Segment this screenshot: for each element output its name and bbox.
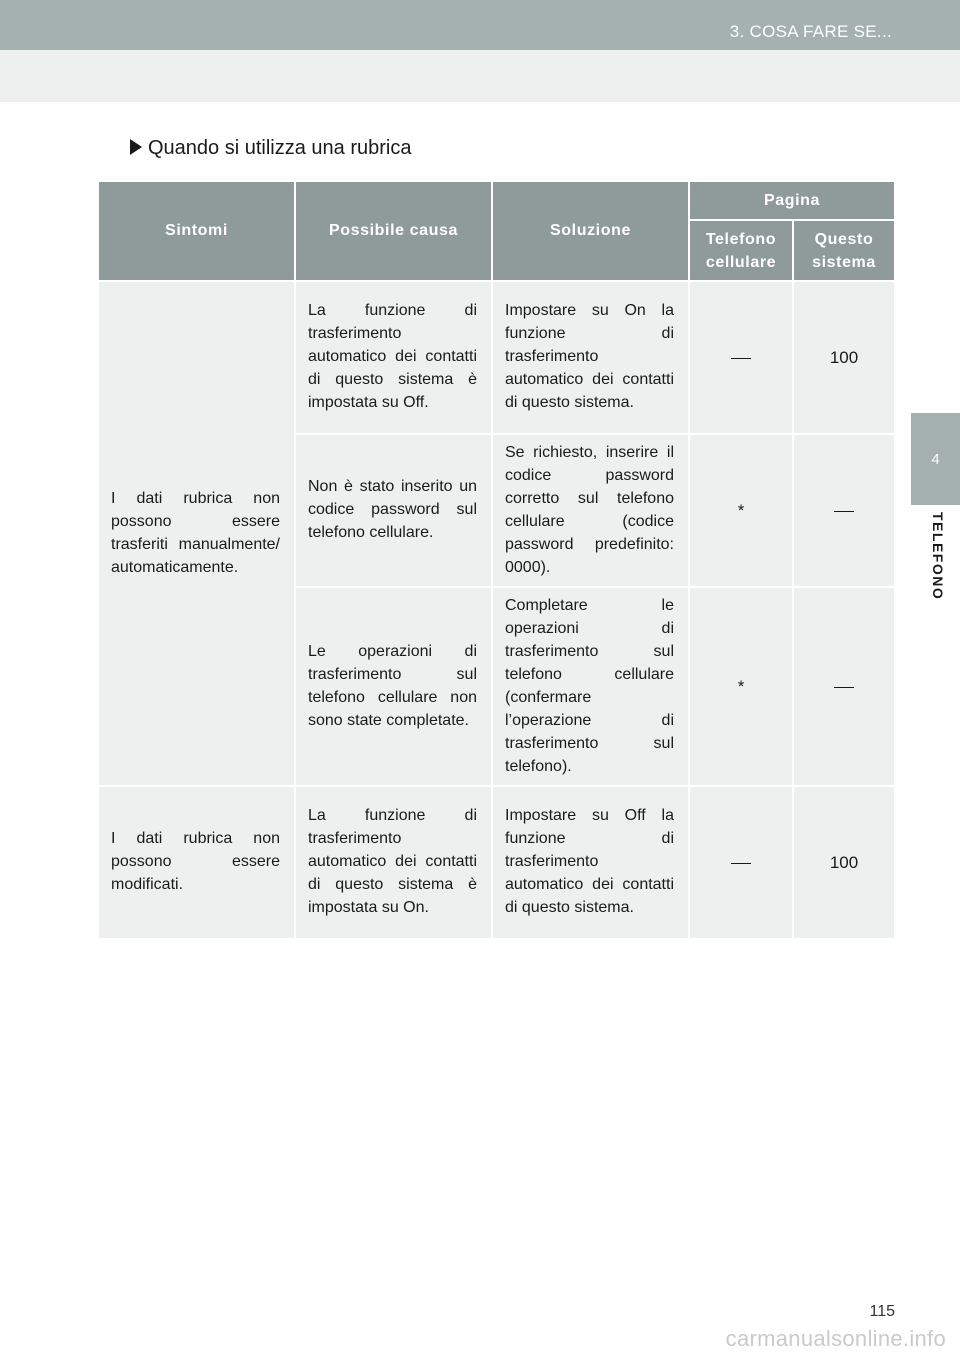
system-page-cell bbox=[793, 587, 895, 786]
chapter-tab-number: 4 bbox=[911, 413, 960, 505]
solution-cell: Impostare su Off la funzione di trasferimento automatico dei contatti di questo sistema. bbox=[492, 786, 689, 939]
troubleshooting-table bbox=[97, 180, 896, 940]
table-row bbox=[98, 786, 895, 939]
table-row bbox=[98, 281, 895, 434]
system-page-cell: 100 bbox=[793, 281, 895, 434]
symptom-cell: I dati rubrica non possono essere modificati. bbox=[98, 786, 295, 939]
solution-cell: Se richiesto, inserire il codice password corretto sul telefono cellulare (codice password predefinito: 0000). bbox=[492, 434, 689, 587]
page-number: 115 bbox=[869, 1303, 895, 1320]
header-causa: Possibile causa bbox=[295, 181, 492, 281]
section-heading-text: Quando si utilizza una rubrica bbox=[148, 137, 412, 159]
dash-mark bbox=[834, 687, 854, 688]
cause-cell: La funzione di trasferimento automatico dei contatti di questo sistema è impostata su On. bbox=[295, 786, 492, 939]
section-heading bbox=[130, 137, 411, 160]
system-page-cell bbox=[793, 434, 895, 587]
phone-page-cell: * bbox=[689, 587, 793, 786]
triangle-bullet-icon bbox=[130, 139, 142, 155]
header-soluzione: Soluzione bbox=[492, 181, 689, 281]
header-pagina: Pagina bbox=[689, 181, 895, 220]
symptom-cell: I dati rubrica non possono essere trasferiti manualmente/ automaticamente. bbox=[98, 281, 295, 786]
watermark: carmanualsonline.info bbox=[725, 1326, 946, 1351]
chapter-tab-label: TELEFONO bbox=[930, 512, 946, 601]
cause-cell: Le operazioni di trasferimento sul telefono cellulare non sono state completate. bbox=[295, 587, 492, 786]
phone-page-cell: * bbox=[689, 434, 793, 587]
solution-cell: Completare le operazioni di trasferimento sul telefono cellulare (confermare l’operazione di trasferimento sul telefono). bbox=[492, 587, 689, 786]
chapter-title: 3. COSA FARE SE... bbox=[729, 22, 892, 41]
system-page-cell: 100 bbox=[793, 786, 895, 939]
cause-cell: La funzione di trasferimento automatico dei contatti di questo sistema è impostata su Off. bbox=[295, 281, 492, 434]
header-band bbox=[0, 50, 960, 102]
cause-cell: Non è stato inserito un codice password sul telefono cellulare. bbox=[295, 434, 492, 587]
dash-mark bbox=[834, 511, 854, 512]
header-sintomi: Sintomi bbox=[98, 181, 295, 281]
header-telefono: Telefono cellulare bbox=[689, 220, 793, 281]
phone-page-cell bbox=[689, 281, 793, 434]
header-sistema: Questo sistema bbox=[793, 220, 895, 281]
dash-mark bbox=[731, 358, 751, 359]
phone-page-cell bbox=[689, 786, 793, 939]
dash-mark bbox=[731, 863, 751, 864]
solution-cell: Impostare su On la funzione di trasferimento automatico dei contatti di questo sistema. bbox=[492, 281, 689, 434]
